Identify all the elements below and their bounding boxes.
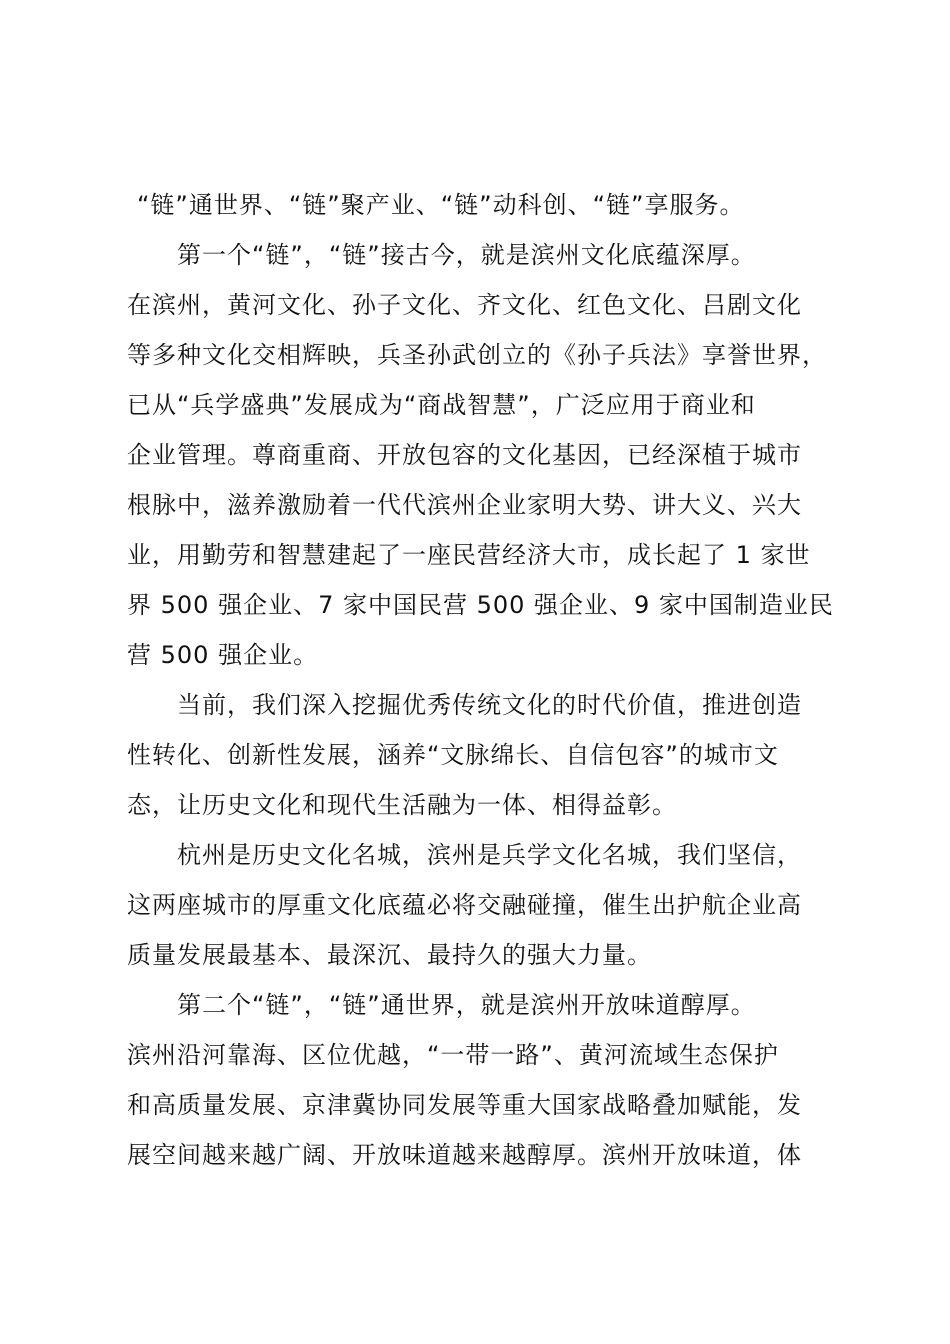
text-line-2: 第一个“链”，“链”接古今，就是滨州文化底蕴深厚。	[177, 241, 756, 269]
text-line-1: “链”通世界、“链”聚产业、“链”动科创、“链”享服务。	[137, 191, 745, 219]
text-line-17: 第二个“链”，“链”通世界，就是滨州开放味道醇厚。	[177, 991, 756, 1019]
text-line-18: 滨州沿河靠海、区位优越，“一带一路”、黄河流域生态保护	[127, 1041, 779, 1069]
text-line-12: 性转化、创新性发展，涵养“文脉绵长、自信包容”的城市文	[127, 741, 779, 769]
text-line-7: 根脉中，滋养激励着一代代滨州企业家明大势、讲大义、兴大	[127, 491, 802, 519]
text-line-10: 营 500 强企业。	[127, 641, 319, 669]
text-line-19: 和高质量发展、京津冀协同发展等重大国家战略叠加赋能，发	[127, 1091, 802, 1119]
text-line-5: 已从“兵学盛典”发展成为“商战智慧”，广泛应用于商业和	[127, 391, 756, 419]
text-line-6: 企业管理。尊商重商、开放包容的文化基因，已经深植于城市	[127, 441, 802, 469]
text-line-8: 业，用勤劳和智慧建起了一座民营经济大市，成长起了 1 家世	[127, 541, 811, 569]
text-line-4: 等多种文化交相辉映，兵圣孙武创立的《孙子兵法》享誉世界，	[127, 341, 827, 369]
text-line-14: 杭州是历史文化名城，滨州是兵学文化名城，我们坚信，	[177, 841, 802, 869]
text-line-15: 这两座城市的厚重文化底蕴必将交融碰撞，催生出护航企业高	[127, 891, 802, 919]
text-line-9: 界 500 强企业、7 家中国民营 500 强企业、9 家中国制造业民	[127, 591, 834, 619]
text-line-13: 态，让历史文化和现代生活融为一体、相得益彰。	[127, 791, 677, 819]
text-line-11: 当前，我们深入挖掘优秀传统文化的时代价值，推进创造	[177, 691, 802, 719]
text-line-3: 在滨州，黄河文化、孙子文化、齐文化、红色文化、吕剧文化	[127, 291, 802, 319]
text-line-20: 展空间越来越广阔、开放味道越来越醇厚。滨州开放味道，体	[127, 1141, 802, 1169]
text-line-16: 质量发展最基本、最深沉、最持久的强大力量。	[127, 941, 652, 969]
